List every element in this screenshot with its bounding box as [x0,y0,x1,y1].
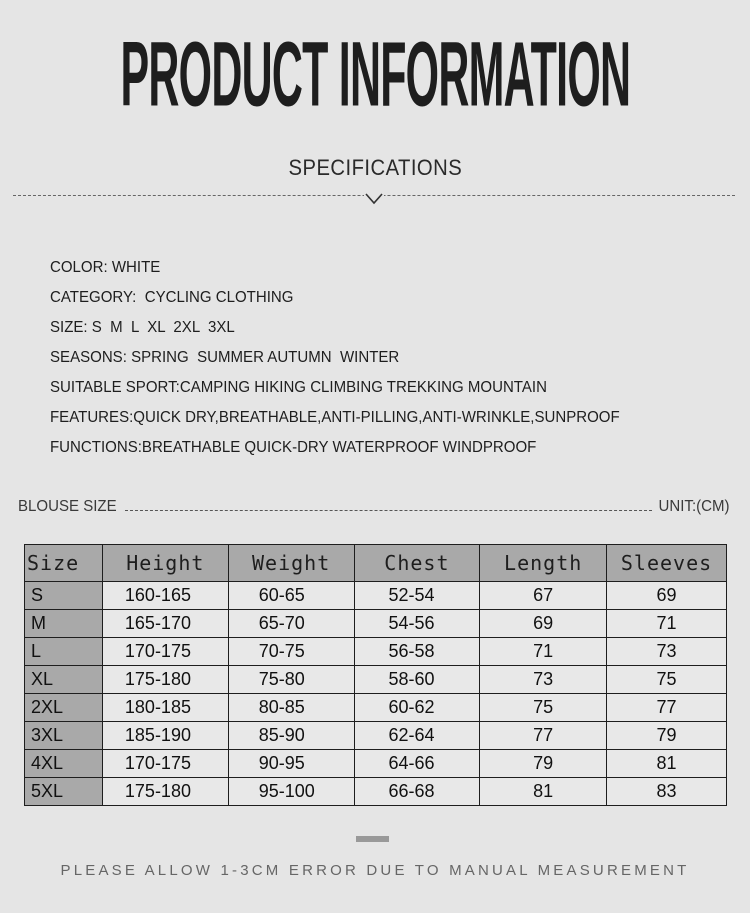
length-cell: 71 [480,638,607,666]
size-cell: L [25,638,103,666]
weight-cell: 95-100 [228,778,354,806]
sleeves-cell: 69 [607,582,727,610]
column-header-height: Height [102,545,228,582]
table-row [25,582,727,610]
spec-color: COLOR: WHITE [50,259,161,276]
section-title-text: SPECIFICATIONS [288,155,462,180]
length-cell: 75 [480,694,607,722]
sleeves-cell: 83 [607,778,727,806]
sleeves-cell: 81 [607,750,727,778]
weight-cell: 70-75 [228,638,354,666]
size-cell: S [25,582,103,610]
page-title [0,22,750,127]
spec-seasons: SEASONS: SPRING SUMMER AUTUMN WINTER [50,349,400,366]
chest-cell: 60-62 [354,694,480,722]
page-title-text: PRODUCT INFORMATION [120,23,630,127]
spec-suitable-sport: SUITABLE SPORT:CAMPING HIKING CLIMBING TREKKING MOUNTAIN [50,379,547,396]
chest-cell: 52-54 [354,582,480,610]
height-cell: 165-170 [102,610,228,638]
size-cell: 3XL [25,722,103,750]
weight-cell: 60-65 [228,582,354,610]
sleeves-cell: 71 [607,610,727,638]
column-header-size: Size [25,545,103,582]
sleeves-cell: 73 [607,638,727,666]
length-cell: 67 [480,582,607,610]
column-header-sleeves: Sleeves [607,545,727,582]
chevron-down-icon [364,190,384,206]
length-cell: 79 [480,750,607,778]
table-header-row [25,545,727,582]
size-cell: XL [25,666,103,694]
measurement-disclaimer: PLEASE ALLOW 1-3CM ERROR DUE TO MANUAL MEASUREMENT [60,862,690,879]
table-row [25,638,727,666]
height-cell: 175-180 [102,778,228,806]
length-cell: 73 [480,666,607,694]
height-cell: 170-175 [102,638,228,666]
chest-cell: 56-58 [354,638,480,666]
dashed-leader-line [125,499,653,511]
spec-functions: FUNCTIONS:BREATHABLE QUICK-DRY WATERPROOF WINDPROOF [50,439,537,456]
chest-cell: 54-56 [354,610,480,638]
sleeves-cell: 75 [607,666,727,694]
height-cell: 170-175 [102,750,228,778]
weight-cell: 80-85 [228,694,354,722]
size-chart-heading [18,498,730,516]
weight-cell: 65-70 [228,610,354,638]
length-cell: 81 [480,778,607,806]
weight-cell: 75-80 [228,666,354,694]
unit-label: UNIT:(CM) [658,498,730,515]
column-header-length: Length [480,545,607,582]
height-cell: 160-165 [102,582,228,610]
chest-cell: 64-66 [354,750,480,778]
table-row [25,610,727,638]
table-row [25,694,727,722]
column-header-weight: Weight [228,545,354,582]
section-title-specifications [0,155,750,181]
size-cell: 2XL [25,694,103,722]
length-cell: 77 [480,722,607,750]
decorative-bar [356,836,389,842]
spec-features: FEATURES:QUICK DRY,BREATHABLE,ANTI-PILLING,ANTI-WRINKLE,SUNPROOF [50,409,620,426]
chest-cell: 66-68 [354,778,480,806]
height-cell: 180-185 [102,694,228,722]
sleeves-cell: 79 [607,722,727,750]
table-row [25,778,727,806]
size-cell: 4XL [25,750,103,778]
chest-cell: 58-60 [354,666,480,694]
size-cell: M [25,610,103,638]
table-row [25,750,727,778]
chest-cell: 62-64 [354,722,480,750]
spec-size: SIZE: S M L XL 2XL 3XL [50,319,235,336]
size-chart-label: BLOUSE SIZE [18,498,117,515]
length-cell: 69 [480,610,607,638]
spec-category: CATEGORY: CYCLING CLOTHING [50,289,294,306]
height-cell: 185-190 [102,722,228,750]
size-cell: 5XL [25,778,103,806]
column-header-chest: Chest [354,545,480,582]
weight-cell: 85-90 [228,722,354,750]
table-row [25,722,727,750]
size-table [24,544,727,806]
weight-cell: 90-95 [228,750,354,778]
height-cell: 175-180 [102,666,228,694]
specification-list [50,258,656,468]
table-row [25,666,727,694]
sleeves-cell: 77 [607,694,727,722]
